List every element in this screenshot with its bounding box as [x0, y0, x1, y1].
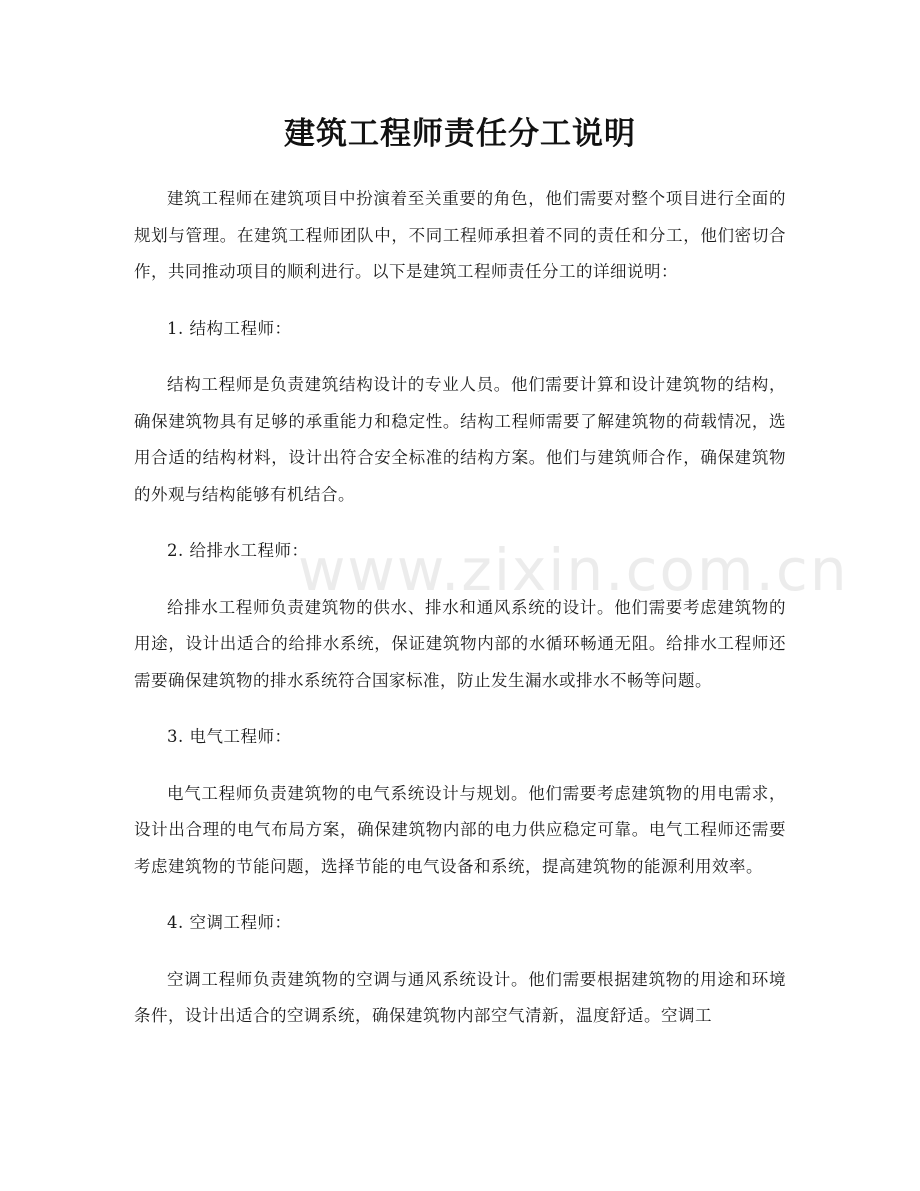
- section-heading-electrical: 3. 电气工程师：: [167, 727, 292, 746]
- watermark: www.zixin.com.cn: [298, 536, 849, 604]
- section-heading-hvac: 4. 空调工程师：: [167, 913, 292, 932]
- document-body: [134, 181, 786, 1055]
- section-heading-structural: 1. 结构工程师：: [167, 318, 292, 338]
- section-body-hvac: 空调工程师负责建筑物的空调与通风系统设计。他们需要根据建筑物的用途和环境条件，设计出适合的空调系统，确保建筑物内部空气清新，温度舒适。空调工: [134, 969, 786, 1025]
- section-body-electrical: 电气工程师负责建筑物的电气系统设计与规划。他们需要考虑建筑物的用电需求，设计出合理的电气布局方案，确保建筑物内部的电力供应稳定可靠。电气工程师还需要考虑建筑物的节能问题，选择节能的电气设备和系统，提高建筑物的能源利用效率。: [134, 783, 786, 876]
- section-body-structural: 结构工程师是负责建筑结构设计的专业人员。他们需要计算和设计建筑物的结构，确保建筑物具有足够的承重能力和稳定性。结构工程师需要了解建筑物的荷载情况，选用合适的结构材料，设计出符合安全标准的结构方案。他们与建筑师合作，确保建筑物的外观与结构能够有机结合。: [134, 375, 786, 504]
- section-body-plumbing: 给排水工程师负责建筑物的供水、排水和通风系统的设计。他们需要考虑建筑物的用途，设计出适合的给排水系统，保证建筑物内部的水循环畅通无阻。给排水工程师还需要确保建筑物的排水系统符合国家标准，防止发生漏水或排水不畅等问题。: [134, 597, 786, 690]
- section-heading-plumbing: 2. 给排水工程师：: [167, 541, 309, 560]
- document-title: 建筑工程师责任分工说明: [284, 116, 636, 152]
- intro-paragraph: 建筑工程师在建筑项目中扮演着至关重要的角色，他们需要对整个项目进行全面的规划与管理。在建筑工程师团队中，不同工程师承担着不同的责任和分工，他们密切合作，共同推动项目的顺利进行。以下是建筑工程师责任分工的详细说明：: [134, 189, 786, 281]
